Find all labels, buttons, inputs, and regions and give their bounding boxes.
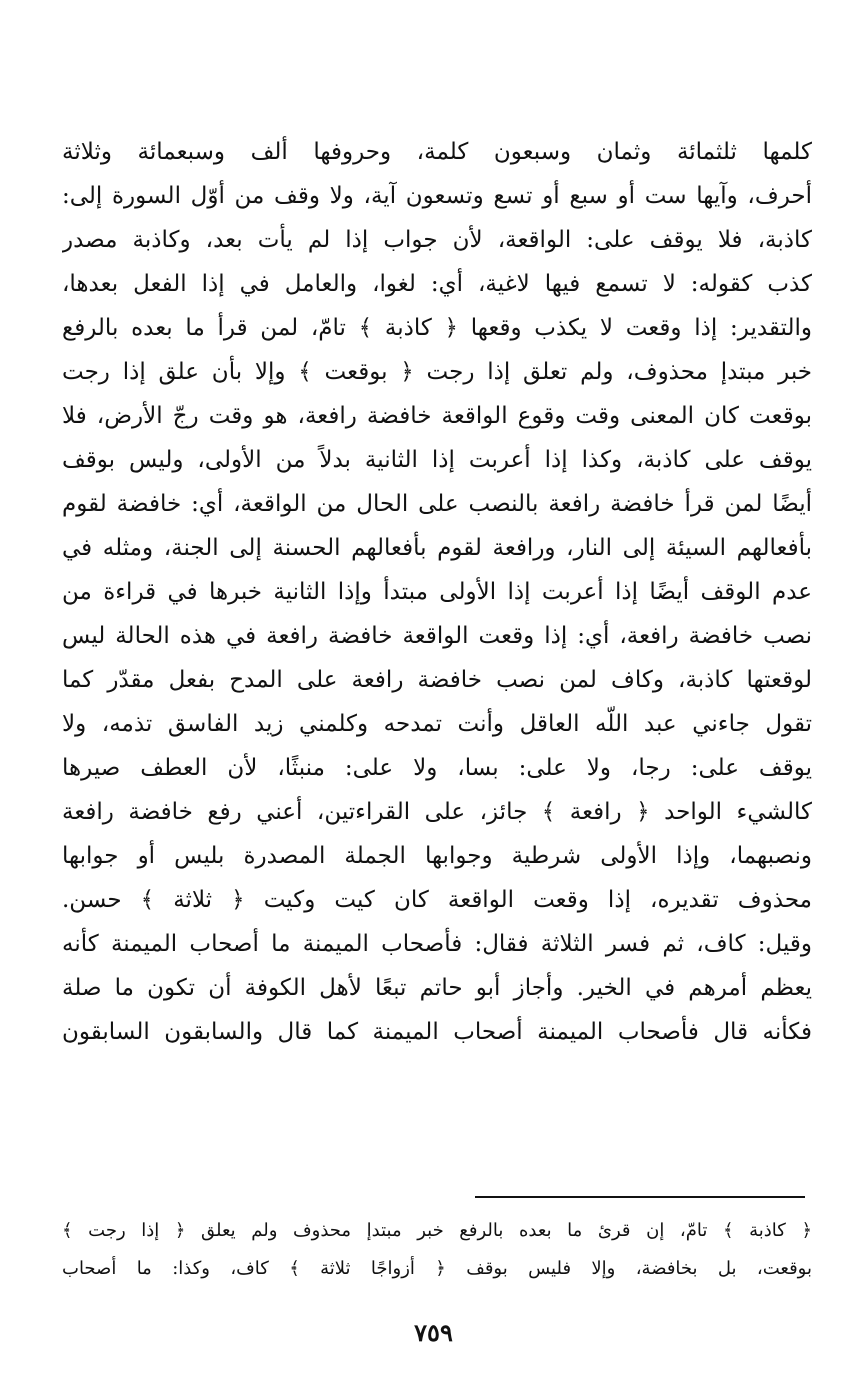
text-line: والتقدير: إذا وقعت لا يكذب وقعها ﴿ كاذبة ﴾ تامّ، لمن قرأ ما بعده بالرفع bbox=[62, 315, 812, 341]
text-line: وقيل: كاف، ثم فسر الثلاثة فقال: فأصحاب الميمنة ما أصحاب الميمنة كأنه bbox=[62, 931, 812, 957]
text-line: محذوف تقديره، إذا وقعت الواقعة كان كيت وكيت ﴿ ثلاثة ﴾ حسن. bbox=[62, 887, 812, 913]
text-line: كذب كقوله: لا تسمع فيها لاغية، أي: لغوا، والعامل في إذا الفعل بعدها، bbox=[62, 271, 812, 297]
text-line: كاذبة، فلا يوقف على: الواقعة، لأن جواب إذا لم يأت بعد، وكاذبة مصدر bbox=[62, 227, 812, 253]
text-line: ونصبهما، وإذا الأولى شرطية وجوابها الجملة المصدرة بليس أو جوابها bbox=[62, 843, 812, 869]
text-line: لوقعتها كاذبة، وكاف لمن نصب خافضة رافعة على المدح بفعل مقدّر كما bbox=[62, 667, 812, 693]
footnote-line: ﴿ كاذبة ﴾ تامّ، إن قرئ ما بعده بالرفع خبر مبتدإ محذوف ولم يعلق ﴿ إذا رجت ﴾ bbox=[62, 1220, 812, 1241]
text-line: بوقعت كان المعنى وقت وقوع الواقعة خافضة رافعة، هو وقت رجّ الأرض، فلا bbox=[62, 403, 812, 429]
text-line: يوقف على كاذبة، وكذا إذا أعربت إذا الثانية بدلاً من الأولى، وليس بوقف bbox=[62, 447, 812, 473]
text-line: كلمها ثلثمائة وثمان وسبعون كلمة، وحروفها ألف وسبعمائة وثلاثة bbox=[62, 139, 812, 165]
text-line: يعظم أمرهم في الخير. وأجاز أبو حاتم تبعًا لأهل الكوفة أن تكون ما صلة bbox=[62, 975, 812, 1001]
text-line: أحرف، وآيها ست أو سبع أو تسع وتسعون آية، ولا وقف من أوّل السورة إلى: bbox=[62, 183, 812, 209]
text-line: يوقف على: رجا، ولا على: بسا، ولا على: منبثًا، لأن العطف صيرها bbox=[62, 755, 812, 781]
text-line: تقول جاءني عبد اللّه العاقل وأنت تمدحه وكلمني زيد الفاسق تذمه، ولا bbox=[62, 711, 812, 737]
text-line: بأفعالهم السيئة إلى النار، ورافعة لقوم بأفعالهم الحسنة إلى الجنة، ومثله في bbox=[62, 535, 812, 561]
text-line: نصب خافضة رافعة، أي: إذا وقعت الواقعة خافضة رافعة في هذه الحالة ليس bbox=[62, 623, 812, 649]
text-line: عدم الوقف أيضًا إذا أعربت إذا الأولى مبتدأ وإذا الثانية خبرها في قراءة من bbox=[62, 579, 812, 605]
text-line: خبر مبتدإ محذوف، ولم تعلق إذا رجت ﴿ بوقعت ﴾ وإلا بأن علق إذا رجت bbox=[62, 359, 812, 385]
footnote-line: بوقعت، بل بخافضة، وإلا فليس بوقف ﴿ أزواجًا ثلاثة ﴾ كاف، وكذا: ما أصحاب bbox=[62, 1258, 812, 1279]
footnote-block bbox=[62, 1212, 812, 1288]
main-text-block bbox=[62, 130, 812, 1054]
text-line: أيضًا لمن قرأ خافضة رافعة بالنصب على الحال من الواقعة، أي: خافضة لقوم bbox=[62, 491, 812, 517]
text-line: فكأنه قال فأصحاب الميمنة أصحاب الميمنة كما قال والسابقون السابقون bbox=[62, 1019, 812, 1045]
text-line: كالشيء الواحد ﴿ رافعة ﴾ جائز، على القراءتين، أعني رفع خافضة رافعة bbox=[62, 799, 812, 825]
footnote-separator bbox=[475, 1196, 805, 1198]
page-number: ٧٥٩ bbox=[414, 1318, 453, 1347]
